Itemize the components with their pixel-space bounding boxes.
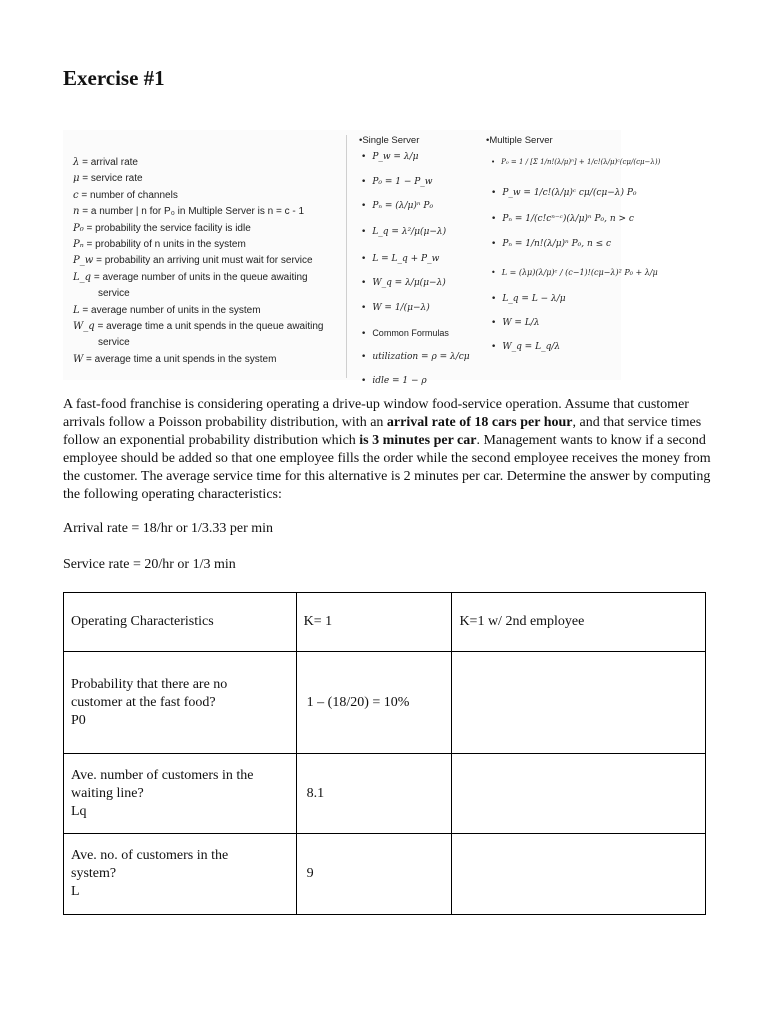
formula-reference-image	[63, 130, 661, 386]
panel-divider	[346, 135, 347, 378]
bullet-icon: •	[361, 376, 367, 386]
definition-item: L = average number of units in the system	[73, 304, 261, 316]
definition-item: W = average time a unit spends in the system	[73, 353, 277, 365]
question-cell: Probability that there are no customer at the fast food? P0	[64, 652, 297, 754]
formula-item: • W = L/λ	[491, 318, 540, 328]
k2-value-cell[interactable]	[452, 652, 706, 754]
formula-item: • P_w = 1/c!(λ/μ)ᶜ cμ/(cμ−λ) P₀	[491, 188, 637, 198]
formula-item: • P₀ = 1 / [Σ 1/n!(λ/μ)ⁿ] + 1/c!(λ/μ)ᶜ(cμ/(cμ−λ))	[491, 158, 661, 166]
table-row	[64, 834, 706, 915]
definition-item: n = a number | n for P₀ in Multiple Server is n = c - 1	[73, 206, 305, 218]
bullet-icon: •	[491, 239, 497, 249]
k1-value-cell: 8.1	[296, 754, 452, 834]
bullet-icon: •	[491, 342, 497, 352]
bullet-icon: •	[361, 152, 367, 162]
definitions-list	[73, 155, 355, 368]
operating-characteristics-table	[63, 592, 706, 915]
bullet-icon: •	[361, 177, 367, 187]
problem-statement: A fast-food franchise is considering operating a drive-up window food-service operation. Assume that customer arrivals follow a Poisson probability distribution, with an arrival rate of 18 cars per hour, and that service times follow an exponential probability distribution which is 3 minutes per car. Management wants to know if a second employee should be added so that one employee fills the order while the second employee receives the money from the customer. The average service time for this alternative is 2 minutes per car. Determine the answer by computing the following operating characteristics:	[63, 397, 711, 502]
bullet-icon: •	[491, 268, 496, 277]
question-cell: Ave. number of customers in the waiting line? Lq	[64, 754, 297, 834]
definition-item: P_w = probability an arriving unit must wait for service	[73, 255, 313, 267]
service-time-highlight: is 3 minutes per car	[359, 433, 477, 448]
definition-item: P₀ = probability the service facility is idle	[73, 222, 251, 234]
arrival-rate-highlight: arrival rate of 18 cars per hour	[386, 415, 573, 430]
bullet-icon: •	[361, 278, 367, 288]
bullet-icon: •	[361, 227, 367, 237]
k1-value-cell: 9	[296, 834, 452, 915]
bullet-icon: •	[361, 329, 367, 339]
bullet-icon: •	[491, 294, 497, 304]
table-row	[64, 652, 706, 754]
multiple-server-heading: •Multiple Server	[486, 135, 553, 146]
page-title: Exercise #1	[63, 66, 165, 90]
formula-item: • W = 1/(μ−λ)	[361, 303, 430, 313]
table-header-row	[64, 593, 706, 652]
formula-item: • idle = 1 − ρ	[361, 376, 427, 386]
header-cell: K=1 w/ 2nd employee	[452, 593, 706, 652]
formula-item: • Pₙ = 1/n!(λ/μ)ⁿ P₀, n ≤ c	[491, 239, 612, 249]
definition-item: c = number of channels	[73, 189, 178, 201]
bullet-icon: •	[361, 254, 367, 264]
formula-item: • P_w = λ/μ	[361, 152, 419, 162]
formula-item: • Pₙ = (λ/μ)ⁿ P₀	[361, 201, 434, 211]
table-row	[64, 754, 706, 834]
definition-item: W_q = average time a unit spends in the queue awaiting	[73, 321, 324, 333]
header-cell: K= 1	[296, 593, 452, 652]
header-cell: Operating Characteristics	[64, 593, 297, 652]
bullet-icon: •	[491, 158, 496, 166]
definition-item: service	[98, 288, 130, 300]
question-cell: Ave. no. of customers in the system? L	[64, 834, 297, 915]
arrival-rate-line: Arrival rate = 18/hr or 1/3.33 per min	[63, 521, 274, 536]
single-server-heading: •Single Server	[359, 135, 420, 146]
definition-item: Pₙ = probability of n units in the system	[73, 239, 246, 251]
formula-item: • W_q = λ/μ(μ−λ)	[361, 278, 446, 288]
bullet-icon: •	[491, 214, 497, 224]
formula-item: • Pₙ = 1/(c!cⁿ⁻ᶜ)(λ/μ)ⁿ P₀, n > c	[491, 214, 634, 224]
formula-item: • L_q = L − λ/μ	[491, 294, 566, 304]
definition-item: μ = service rate	[73, 173, 143, 185]
service-rate-line: Service rate = 20/hr or 1/3 min	[63, 557, 236, 572]
bullet-icon: •	[361, 201, 367, 211]
k2-value-cell[interactable]	[452, 754, 706, 834]
formula-item: • P₀ = 1 − P_w	[361, 177, 433, 187]
formula-item: • Common Formulas	[361, 328, 449, 339]
definition-item: L_q = average number of units in the queue awaiting	[73, 271, 308, 283]
formula-item: • W_q = L_q/λ	[491, 342, 561, 352]
k1-value-cell: 1 – (18/20) = 10%	[296, 652, 452, 754]
bullet-icon: •	[361, 352, 367, 362]
formula-item: • L = L_q + P_w	[361, 254, 440, 264]
k2-value-cell[interactable]	[452, 834, 706, 915]
formula-item: • L_q = λ²/μ(μ−λ)	[361, 227, 447, 237]
definition-item: service	[98, 337, 130, 349]
formula-item: • L = (λμ)(λ/μ)ᶜ / (c−1)!(cμ−λ)² P₀ + λ/μ	[491, 268, 658, 277]
bullet-icon: •	[361, 303, 367, 313]
bullet-icon: •	[491, 318, 497, 328]
bullet-icon: •	[491, 188, 497, 198]
formula-item: • utilization = ρ = λ/cμ	[361, 352, 470, 362]
definition-item: λ = arrival rate	[73, 157, 138, 168]
